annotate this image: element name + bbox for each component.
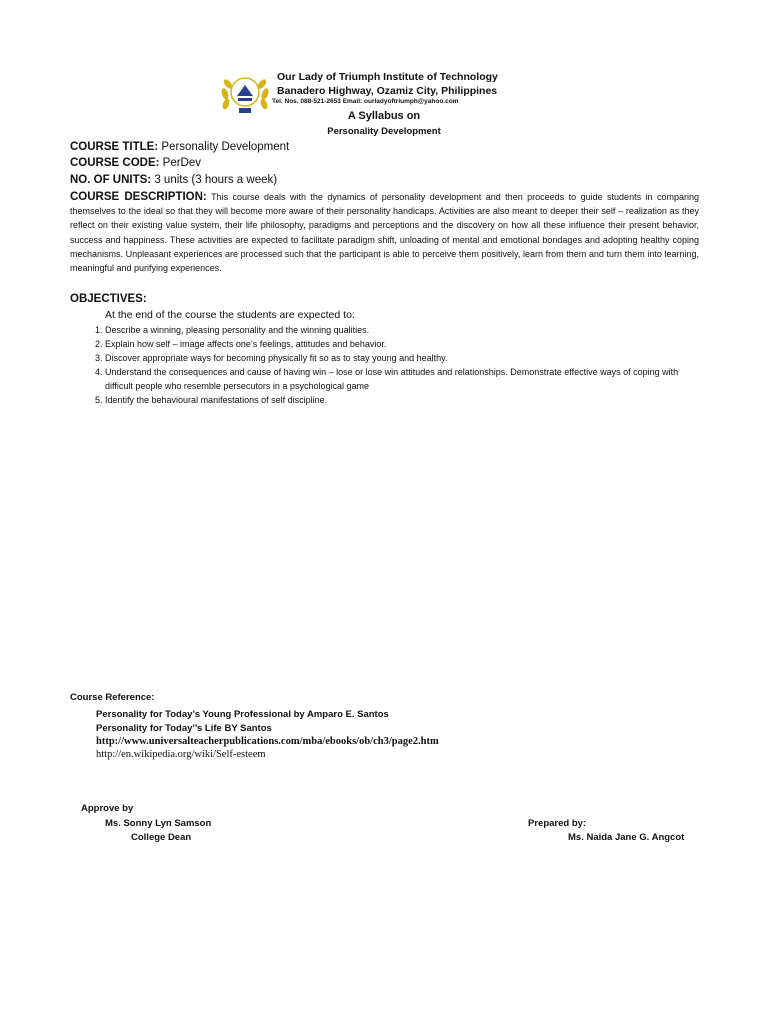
objectives-list bbox=[70, 323, 700, 407]
units-label: NO. OF UNITS: bbox=[70, 174, 152, 186]
course-code-row bbox=[70, 157, 201, 169]
reference-link[interactable]: http://en.wikipedia.org/wiki/Self-esteem bbox=[96, 749, 266, 760]
contact-line: Tel. Nos. 088-521-2653 Email: ourladyoftriumph@yahoo.com bbox=[272, 98, 459, 105]
institution-address: Banadero Highway, Ozamiz City, Philippines bbox=[277, 85, 498, 97]
objectives-heading: OBJECTIVES: bbox=[70, 293, 147, 305]
prepared-label: Prepared by: bbox=[528, 818, 587, 829]
objective-item: 1. Describe a winning, pleasing personality and the winning qualities. bbox=[105, 323, 700, 337]
objective-item: 5. Identify the behavioural manifestations of self discipline. bbox=[105, 393, 700, 407]
reference-link[interactable]: http://www.universalteacherpublications.com/mba/ebooks/ob/ch3/page2.htm bbox=[96, 736, 439, 747]
reference-item: Personality for Today’s Young Professional by Amparo E. Santos bbox=[96, 709, 389, 720]
preparer-name: Ms. Naida Jane G. Angcot bbox=[568, 832, 685, 843]
objective-item: 2. Explain how self – image affects one’s feelings, attitudes and behavior. bbox=[105, 337, 700, 351]
document-subtitle: Personality Development bbox=[327, 126, 441, 137]
course-description bbox=[70, 190, 699, 275]
course-code-label: COURSE CODE: bbox=[70, 157, 160, 169]
approver-name: Ms. Sonny Lyn Samson bbox=[105, 818, 212, 829]
course-description-text: This course deals with the dynamics of personality development and then proceeds to guide students in comparing themselves to the ideal so that they will become more aware of their personality handicaps. Activities are also meant to deeper their self – realization as they reflect on their existing value system, their life philosophy, paradigms and perceptions and the discovery on how all these influence their present behavior, success and happiness. These activities are expected to facilitate paradigm shift, unloading of mental and emotional bondages and adopting healthy coping mechanisms. Unpleasant experiences are processed such that the participant is able to perceive them positively, learn from them and turn them into learning, meaningful and purifying experiences. bbox=[70, 192, 699, 274]
institution-heading bbox=[277, 70, 498, 98]
units-row bbox=[70, 174, 277, 186]
course-title-row bbox=[70, 141, 289, 153]
course-title-label: COURSE TITLE: bbox=[70, 141, 159, 153]
objective-item: 4. Understand the consequences and cause of having win – lose or lose win attitudes and relationships. Demonstrate effective ways of coping with difficult people who resemble persecutors in a psychological game bbox=[105, 365, 700, 393]
approve-label: Approve by bbox=[81, 803, 134, 814]
course-reference-heading: Course Reference: bbox=[70, 692, 155, 703]
approver-title: College Dean bbox=[131, 832, 192, 843]
objective-item: 3. Discover appropriate ways for becoming physically fit so as to stay young and healthy. bbox=[105, 351, 700, 365]
objectives-intro: At the end of the course the students are expected to: bbox=[105, 309, 355, 321]
document-title: A Syllabus on bbox=[347, 110, 421, 122]
course-code-value: PerDev bbox=[162, 157, 202, 169]
course-description-label: COURSE DESCRIPTION: bbox=[70, 191, 207, 203]
institution-name: Our Lady of Triumph Institute of Technology bbox=[277, 71, 498, 83]
course-title-value: Personality Development bbox=[161, 141, 290, 153]
units-value: 3 units (3 hours a week) bbox=[154, 174, 278, 186]
reference-item: Personality for Today’’s Life BY Santos bbox=[96, 723, 272, 734]
